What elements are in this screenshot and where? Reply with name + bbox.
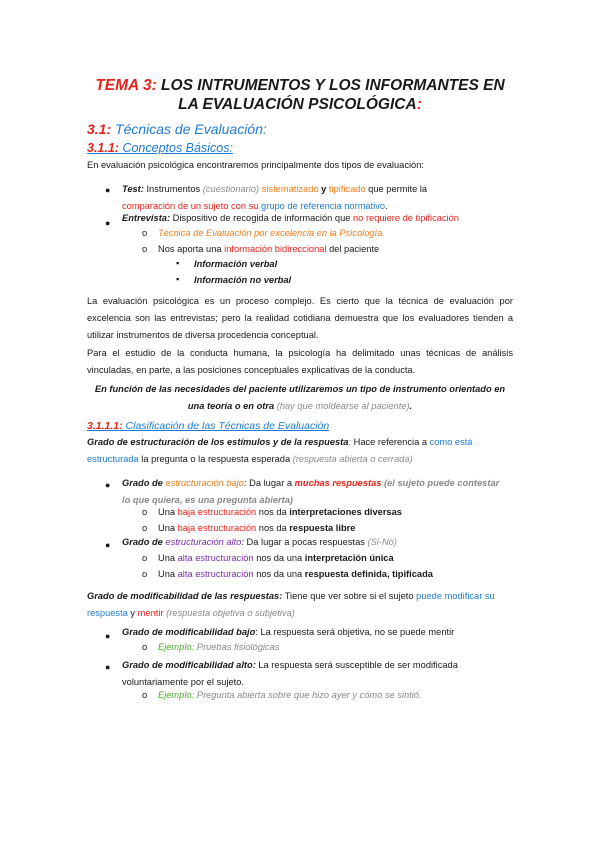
bullet-icon: ● xyxy=(105,631,111,641)
paragraph-2: Para el estudio de la conducta humana, la psicología ha delimitado unas técnicas de análisis vinculadas, en parte, a las posiciones conceptuales explicativas de la conducta. xyxy=(87,348,513,375)
grado-modificabilidad: Grado de modificabilidad de las respuestas: Tiene que ver sobre si el sujeto puede modificar su respuesta y mentir (respuesta objetiva o subjetiva) xyxy=(87,591,495,618)
bajo-sub1: Una baja estructuración nos da interpretaciones diversas xyxy=(158,507,402,517)
estructuracion-alto: Grado de estructuración alto: Da lugar a pocas respuestas (Si-No) xyxy=(122,537,397,547)
info-verbal: Información verbal xyxy=(194,259,278,269)
circle-bullet-icon: o xyxy=(142,244,148,254)
title-tema: TEMA 3 xyxy=(95,77,152,94)
entrevista-item: Entrevista: Dispositivo de recogida de información que no requiere de tipificación xyxy=(122,213,459,223)
test-item: Test: Instrumentos (cuestionario) sistematizado y tipificado que permite la comparación de un sujeto con su grupo de referencia normativo. xyxy=(122,184,428,211)
paragraph-1: La evaluación psicológica es un proceso complejo. Es cierto que la técnica de evaluación por excelencia son las entrevistas; pero la realidad cotidiana demuestra que los evaluadores tienden a utilizar instrumentos de diversa procedencia conceptual. xyxy=(87,296,513,340)
document-title-line2: LA EVALUACIÓN PSICOLÓGICA: xyxy=(178,96,422,113)
bullet-icon: ● xyxy=(105,662,111,672)
info-no-verbal: Información no verbal xyxy=(194,275,292,285)
circle-bullet-icon: o xyxy=(142,507,148,517)
estructuracion-bajo: Grado de estructuración bajo: Da lugar a muchas respuestas (el sujeto puede contestar lo que quiera, es una pregunta abierta) xyxy=(122,478,500,505)
entrevista-sub2: Nos aporta una información bidireccional del paciente xyxy=(158,244,380,254)
mod-bajo-ejemplo: Ejemplo: Pruebas fisiológicas xyxy=(158,642,280,652)
document-title-line1: TEMA 3: LOS INTRUMENTOS Y LOS INFORMANTES EN xyxy=(95,77,505,94)
section-heading-3-1-1: 3.1.1: Conceptos Básicos: xyxy=(87,141,233,155)
bajo-sub2: Una baja estructuración nos da respuesta libre xyxy=(158,523,356,533)
mod-alto-ejemplo: Ejemplo: Pregunta abierta sobre que hizo ayer y cómo se sintió. xyxy=(158,690,422,700)
circle-bullet-icon: o xyxy=(142,642,148,652)
square-bullet-icon: ▪ xyxy=(176,274,180,284)
circle-bullet-icon: o xyxy=(142,553,148,563)
bullet-icon: ● xyxy=(105,218,111,228)
bullet-icon: ● xyxy=(105,540,111,550)
modificabilidad-bajo: Grado de modificabilidad bajo: La respuesta será objetiva, no se puede mentir xyxy=(122,627,455,637)
alto-sub2: Una alta estructuración nos da una respuesta definida, tipificada xyxy=(158,569,433,579)
entrevista-sub1: Técnica de Evaluación por excelencia en la Psicología. xyxy=(158,228,385,238)
paragraph-3: En función de las necesidades del paciente utilizaremos un tipo de instrumento orientado en una teoría o en otra (hay que moldearse al paciente). xyxy=(94,384,506,411)
circle-bullet-icon: o xyxy=(142,523,148,533)
circle-bullet-icon: o xyxy=(142,690,148,700)
section-heading-3-1: 3.1: Técnicas de Evaluación: xyxy=(87,121,267,137)
intro-text: En evaluación psicológica encontraremos principalmente dos tipos de evaluación: xyxy=(87,160,424,170)
grado-estructuracion: Grado de estructuración de los estímulos y de la respuesta: Hace referencia a como está estructurada la pregunta o la respuesta esperada (respuesta abierta o cerrada) xyxy=(87,437,473,464)
circle-bullet-icon: o xyxy=(142,228,148,238)
square-bullet-icon: ▪ xyxy=(176,258,180,268)
section-heading-3-1-1-1: 3.1.1.1: Clasificación de las Técnicas de Evaluación xyxy=(87,420,330,432)
alto-sub1: Una alta estructuración nos da una interpretación única xyxy=(158,553,394,563)
bullet-icon: ● xyxy=(105,480,111,490)
bullet-icon: ● xyxy=(105,185,111,195)
circle-bullet-icon: o xyxy=(142,569,148,579)
modificabilidad-alto: Grado de modificabilidad alto: La respuesta será susceptible de ser modificada voluntariamente por el sujeto. xyxy=(122,660,458,687)
